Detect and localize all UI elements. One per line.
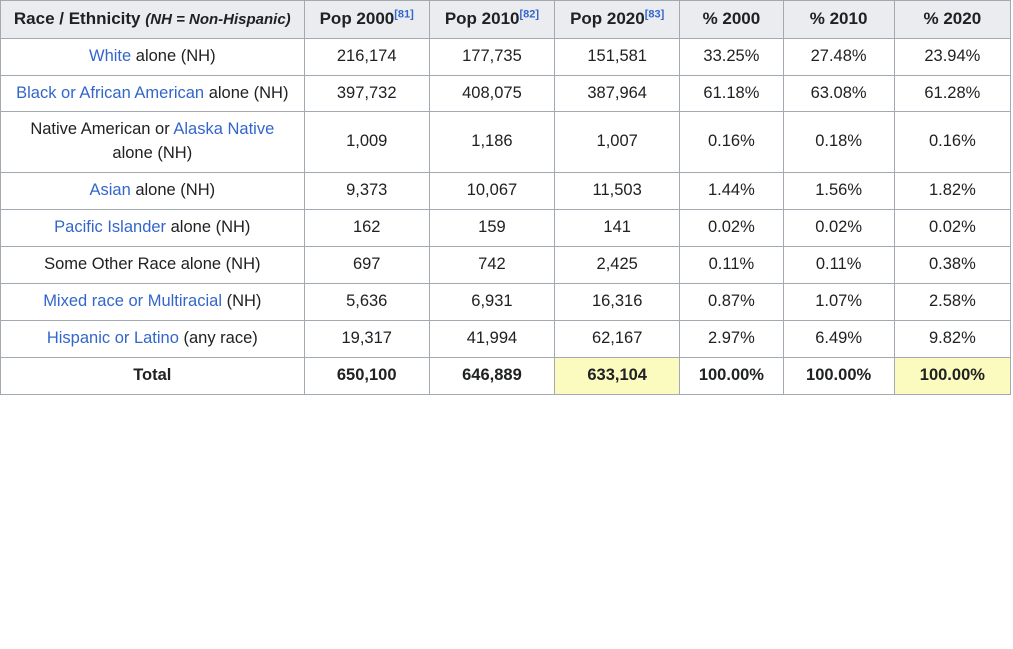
race-label-cell [1,321,305,358]
table-row [1,210,1011,247]
race-link[interactable]: Black or African American [16,83,205,102]
cell-pop-2010: 742 [429,247,554,284]
cell-pop-2010: 177,735 [429,38,554,75]
cell-pop-2010: 408,075 [429,75,554,112]
cell-pop-2020: 11,503 [555,173,680,210]
cell-pct-2000: 0.02% [680,210,783,247]
reference-81[interactable]: [81] [394,8,414,21]
cell-pop-2000: 216,174 [304,38,429,75]
column-header-nh-note: (NH = Non-Hispanic) [145,11,291,28]
table-header-row [1,1,1011,39]
cell-pop-2020: 16,316 [555,284,680,321]
cell-pop-2000: 397,732 [304,75,429,112]
table-row [1,75,1011,112]
race-link[interactable]: Hispanic or Latino [46,329,179,348]
table-row [1,112,1011,173]
race-text: Some Other Race alone (NH) [44,255,261,274]
cell-pop-2020: 1,007 [555,112,680,173]
cell-pop-2010: 41,994 [429,321,554,358]
table-row [1,321,1011,358]
race-text: Native American or [30,120,174,139]
table-row [1,284,1011,321]
cell-pct-2010: 0.11% [783,247,894,284]
column-header-pop-2020 [555,1,680,39]
race-text: (any race) [178,329,258,348]
cell-pop-2020: 387,964 [555,75,680,112]
table-row [1,38,1011,75]
race-text: (NH) [222,292,262,311]
cell-pct-2000: 0.87% [680,284,783,321]
cell-pop-2010: 6,931 [429,284,554,321]
race-label-cell [1,75,305,112]
cell-pct-2010: 63.08% [783,75,894,112]
cell-pop-2020: 141 [555,210,680,247]
cell-pct-2010: 1.07% [783,284,894,321]
race-label-cell [1,210,305,247]
race-label-cell [1,173,305,210]
total-pop-2020: 633,104 [555,357,680,394]
table-row [1,247,1011,284]
column-header-pct-2000: % 2000 [680,1,783,39]
cell-pop-2000: 9,373 [304,173,429,210]
column-header-pop-2010 [429,1,554,39]
cell-pop-2000: 162 [304,210,429,247]
cell-pct-2010: 6.49% [783,321,894,358]
column-header-pop-2010-label: Pop 2010 [444,9,520,28]
column-header-race-ethnicity [1,1,305,39]
cell-pop-2010: 1,186 [429,112,554,173]
cell-pct-2020: 0.16% [894,112,1010,173]
race-link[interactable]: White [89,46,132,65]
race-link[interactable]: Mixed race or Multiracial [43,292,222,311]
race-link[interactable]: Alaska Native [173,120,275,139]
column-header-pct-2010: % 2010 [783,1,894,39]
cell-pct-2020: 0.38% [894,247,1010,284]
race-text: alone (NH) [166,218,251,237]
column-header-race-label: Race / Ethnicity [13,9,141,28]
cell-pct-2020: 2.58% [894,284,1010,321]
cell-pct-2000: 33.25% [680,38,783,75]
cell-pct-2020: 0.02% [894,210,1010,247]
race-label-cell [1,38,305,75]
total-pct-2010: 100.00% [783,357,894,394]
race-label-cell [1,112,305,173]
cell-pop-2020: 62,167 [555,321,680,358]
cell-pct-2020: 1.82% [894,173,1010,210]
race-label-cell [1,247,305,284]
cell-pop-2020: 151,581 [555,38,680,75]
table-row [1,173,1011,210]
cell-pct-2000: 2.97% [680,321,783,358]
cell-pct-2020: 23.94% [894,38,1010,75]
column-header-pop-2020-label: Pop 2020 [570,9,645,28]
total-pct-2000: 100.00% [680,357,783,394]
race-text: alone (NH) [204,83,289,102]
cell-pct-2000: 1.44% [680,173,783,210]
total-pop-2000: 650,100 [304,357,429,394]
race-text: alone (NH) [131,46,216,65]
race-label-cell [1,284,305,321]
cell-pop-2010: 10,067 [429,173,554,210]
column-header-pop-2000-label: Pop 2000 [319,9,395,28]
race-link[interactable]: Asian [89,181,131,200]
reference-83[interactable]: [83] [644,8,665,21]
table-total-row [1,357,1011,394]
cell-pop-2000: 697 [304,247,429,284]
cell-pop-2000: 5,636 [304,284,429,321]
race-text: alone (NH) [112,144,193,163]
cell-pct-2010: 0.18% [783,112,894,173]
cell-pct-2010: 27.48% [783,38,894,75]
race-link[interactable]: Pacific Islander [54,218,167,237]
cell-pct-2010: 1.56% [783,173,894,210]
cell-pct-2020: 9.82% [894,321,1010,358]
cell-pop-2020: 2,425 [555,247,680,284]
total-pop-2010: 646,889 [429,357,554,394]
cell-pct-2020: 61.28% [894,75,1010,112]
column-header-pct-2020: % 2020 [894,1,1010,39]
total-label: Total [1,357,305,394]
cell-pct-2000: 0.16% [680,112,783,173]
reference-82[interactable]: [82] [519,8,540,21]
column-header-pop-2000 [304,1,429,39]
total-pct-2020: 100.00% [894,357,1010,394]
cell-pop-2000: 1,009 [304,112,429,173]
cell-pop-2010: 159 [429,210,554,247]
cell-pct-2010: 0.02% [783,210,894,247]
cell-pct-2000: 0.11% [680,247,783,284]
race-text: alone (NH) [130,181,216,200]
table-body [1,38,1011,357]
cell-pct-2000: 61.18% [680,75,783,112]
cell-pop-2000: 19,317 [304,321,429,358]
